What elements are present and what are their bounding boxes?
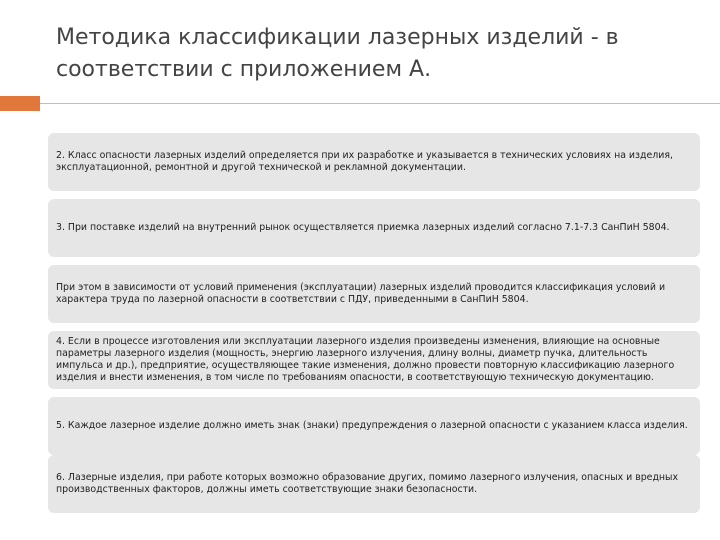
title-accent-bar — [0, 96, 40, 111]
card-text: 5. Каждое лазерное изделие должно иметь знак (знаки) предупреждения о лазерной опасности с указанием класса изделия. — [56, 420, 688, 431]
card-text: При этом в зависимости от условий применения (эксплуатации) лазерных изделий проводится классификация условий и характера труда по лазерной опасности в соответствии с ПДУ, приведенными в СанПиН 5804. — [56, 282, 666, 305]
card-text: 6. Лазерные изделия, при работе которых возможно образование других, помимо лазерного излучения, опасных и вредных производственных факторов, должны иметь соответствующие знаки безопасности. — [56, 472, 679, 495]
card-text: 2. Класс опасности лазерных изделий определяется при их разработке и указывается в технических условиях на изделия, эксплуатационной, ремонтной и другой технической и рекламной документации. — [56, 150, 673, 173]
slide-title: Методика классификации лазерных изделий - в соответствии с приложением А. — [56, 25, 619, 82]
card-text: 3. При поставке изделий на внутренний рынок осуществляется приемка лазерных изделий согласно 7.1-7.3 СанПиН 5804. — [56, 222, 670, 233]
content-card — [48, 265, 700, 323]
content-card — [48, 199, 700, 257]
content-card — [48, 331, 700, 389]
content-card — [48, 133, 700, 191]
content-card — [48, 455, 700, 513]
card-text: 4. Если в процессе изготовления или эксплуатации лазерного изделия произведены изменения, влияющие на основные параметры лазерного изделия (мощность, энергию лазерного излучения, длину волны, диаметр пучка, длительность импульса и др.), предприятие, осуществляющее такие изменения, должно провести повторную классификацию лазерного изделия и внести изменения, в том числе по требованиям опасности, в соответствующую техническую документацию. — [56, 336, 675, 383]
title-divider — [40, 103, 720, 104]
content-card — [48, 397, 700, 455]
